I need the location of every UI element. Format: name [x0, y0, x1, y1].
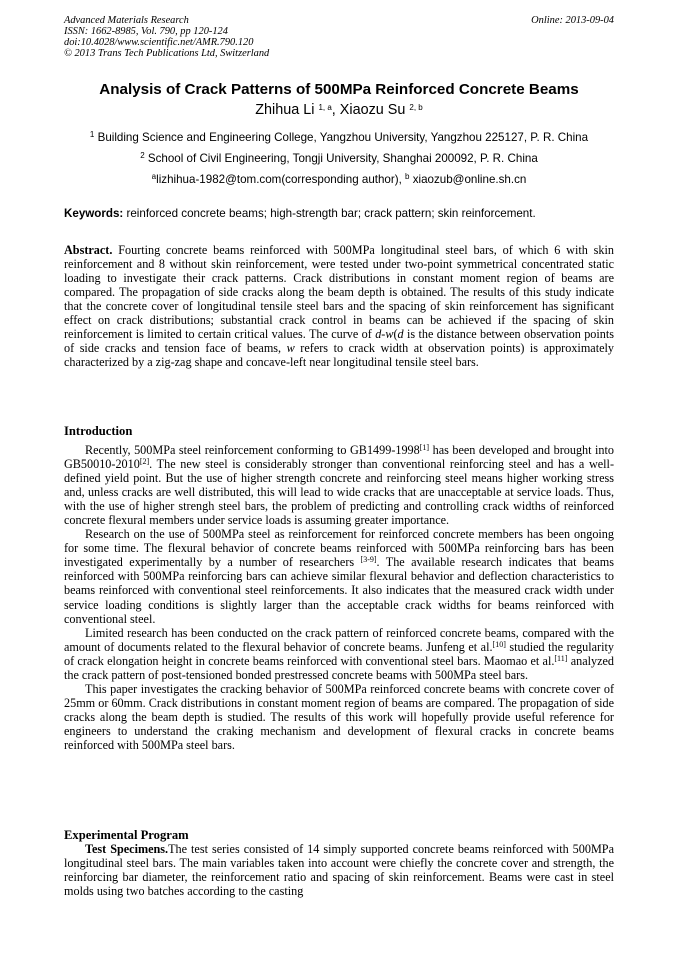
intro-p3-text-a: Limited research has been conducted on the crack pattern of reinforced concrete beams, compared with the amount of documents related to the flexural behavior of concrete beams. Junfeng et al. [64, 625, 614, 654]
author-1-sup: 1, a [318, 103, 332, 112]
intro-ref-2[interactable]: [2] [139, 457, 150, 467]
experimental-heading: Experimental Program [64, 828, 189, 842]
abstract [64, 243, 614, 369]
introduction-body [64, 443, 614, 752]
introduction-heading: Introduction [64, 424, 133, 438]
intro-ref-10[interactable]: [10] [492, 639, 506, 649]
abstract-w: w [286, 341, 295, 356]
journal-name: Advanced Materials Research [64, 15, 189, 26]
intro-p3-text-c: analyzed the crack pattern of post-tensioned bonded prestressed concrete beams with 500MPa steel bars. [64, 653, 614, 682]
affiliation-2-text: School of Civil Engineering, Tongji University, Shanghai 200092, P. R. China [144, 152, 538, 165]
abstract-text-4: refers to crack width at observation points) is approximately characterized by a zig-zag shape and concave-left near longitudinal tensile steel bars. [64, 341, 614, 370]
email-b-sup: b [405, 172, 410, 181]
intro-p3-text-b: studied the regularity of crack elongation height in concrete beams reinforced with conventional steel bars. Maomao et al. [64, 639, 614, 668]
experimental-paragraph-1 [64, 842, 614, 898]
email-a: lizhihua-1982@tom.com(corresponding author), [156, 173, 406, 186]
affiliation-1-sup: 1 [89, 130, 95, 139]
affiliation-1 [0, 131, 678, 145]
author-2-sup: 2, b [409, 103, 423, 112]
online-date [531, 15, 614, 26]
abstract-text-1: Fourting concrete beams reinforced with 500MPa longitudinal steel bars, of which 6 with skin reinforcement and 8 without skin reinforcement, were tested under two-point symmetrical concentrated static loading to investigate their crack patterns. Crack distributions in constant moment region of beams are compared. The propagation of side cracks along the beam depth is obtained. The results of this study indicate that the concrete cover of longitudinal tensile steel bars and the spacing of skin reinforcement has significant effect on crack distributions; substantial crack control in beams can be achieved if the spacing of skin reinforcement is limited to certain critical values. The curve of [64, 243, 614, 342]
test-specimens-subheading: Test Specimens. [85, 842, 169, 856]
experimental-body [64, 842, 614, 898]
keywords [64, 207, 624, 221]
paper-title: Analysis of Crack Patterns of 500MPa Reinforced Concrete Beams [99, 81, 579, 98]
keywords-text: reinforced concrete beams; high-strength bar; crack pattern; skin reinforcement. [123, 207, 536, 220]
abstract-text-3: is the distance between observation points of side cracks and tension face of beams, [64, 327, 614, 356]
affiliation-1-text: Building Science and Engineering College, Yangzhou University, Yangzhou 225127, P. R. China [94, 131, 589, 144]
abstract-dw: d-w [375, 327, 394, 342]
author-1-name: Zhihua Li [255, 102, 319, 118]
online-date-text: Online: 2013-09-04 [531, 15, 614, 26]
intro-ref-11[interactable]: [11] [554, 653, 568, 663]
intro-ref-3-9[interactable]: [3-9] [360, 555, 377, 565]
author-line [0, 101, 678, 119]
author-separator: , [331, 102, 340, 118]
email-line [0, 173, 678, 187]
abstract-paragraph [64, 243, 614, 369]
intro-paragraph-4: This paper investigates the cracking behavior of 500MPa reinforced concrete beams with concrete cover of 25mm or 60mm. Crack distributions in constant moment region of beams are compared. The propagation of side cracks along the beam depth is studied. The results of this work will hopefully provide useful reference for engineers to understand the craking mechanism and development of flexural cracks in concrete beams reinforced with 500MPa steel bars. [64, 681, 614, 752]
intro-p1-text-c: . The new steel is considerably stronger than conventional reinforcing steel and has a well-defined yield point. But the use of higher strength concrete and reinforcing steel means higher working stress and, unless cracks are well distributed, this will lead to wide cracks that are unacceptable at service loads. Thus, with the use of higher strengh steel bars, the problem of predicting and controlling crack widths of reinforced concrete flexural members under service loads is assuming greater importance. [64, 457, 614, 528]
intro-ref-1[interactable]: [1] [419, 443, 430, 452]
doi-line: doi:10.4028/www.scientific.net/AMR.790.120 [64, 37, 254, 48]
keywords-label: Keywords: [64, 207, 124, 220]
copyright-line: © 2013 Trans Tech Publications Ltd, Switzerland [64, 48, 270, 59]
affiliation-2-sup: 2 [140, 151, 145, 160]
abstract-text-2: ( [393, 327, 398, 342]
email-a-sup: a [151, 172, 157, 181]
experimental-p1-text: The test series consisted of 14 simply supported concrete beams reinforced with 500MPa longitudinal steel bars. The main variables taken into account were chiefly the concrete cover and strength, the reinforcing bar diameter, the reinforcement ratio and spacing of skin reinforcement. Beams were cast in steel molds using two batches according to the casting [64, 842, 614, 899]
author-2-name: Xiaozu Su [339, 102, 410, 118]
affiliation-2 [0, 152, 678, 166]
journal-header [64, 15, 269, 59]
issn-line: ISSN: 1662-8985, Vol. 790, pp 120-124 [64, 26, 228, 37]
email-b: xiaozub@online.sh.cn [409, 173, 527, 186]
intro-paragraph-2 [64, 527, 614, 625]
abstract-d: d [397, 327, 404, 342]
intro-paragraph-1 [64, 443, 614, 527]
abstract-label: Abstract. [64, 243, 113, 257]
intro-p2-text-a: Research on the use of 500MPa steel as reinforcement for reinforced concrete members has been ongoing for some time. The flexural behavior of concrete beams reinforced with 500MPa reinforcing bars has been investigated experimentally by a number of researchers [64, 527, 614, 570]
intro-p1-text-b: has been developed and brought into GB50010-2010 [64, 443, 614, 472]
intro-p2-text-b: . The available research indicates that beams reinforced with 500MPa reinforcing bars can achieve similar flexural behavior and deflection characteristics to beams reinforced with conventional steel reinforcements. It also indicates that the measured crack width under service loading conditions is slightly larger than the acceptable crack widths for beams reinforced with conventional steel. [64, 555, 614, 626]
intro-paragraph-3 [64, 626, 614, 682]
intro-p1-text-a: Recently, 500MPa steel reinforcement conforming to GB1499-1998 [85, 443, 420, 457]
